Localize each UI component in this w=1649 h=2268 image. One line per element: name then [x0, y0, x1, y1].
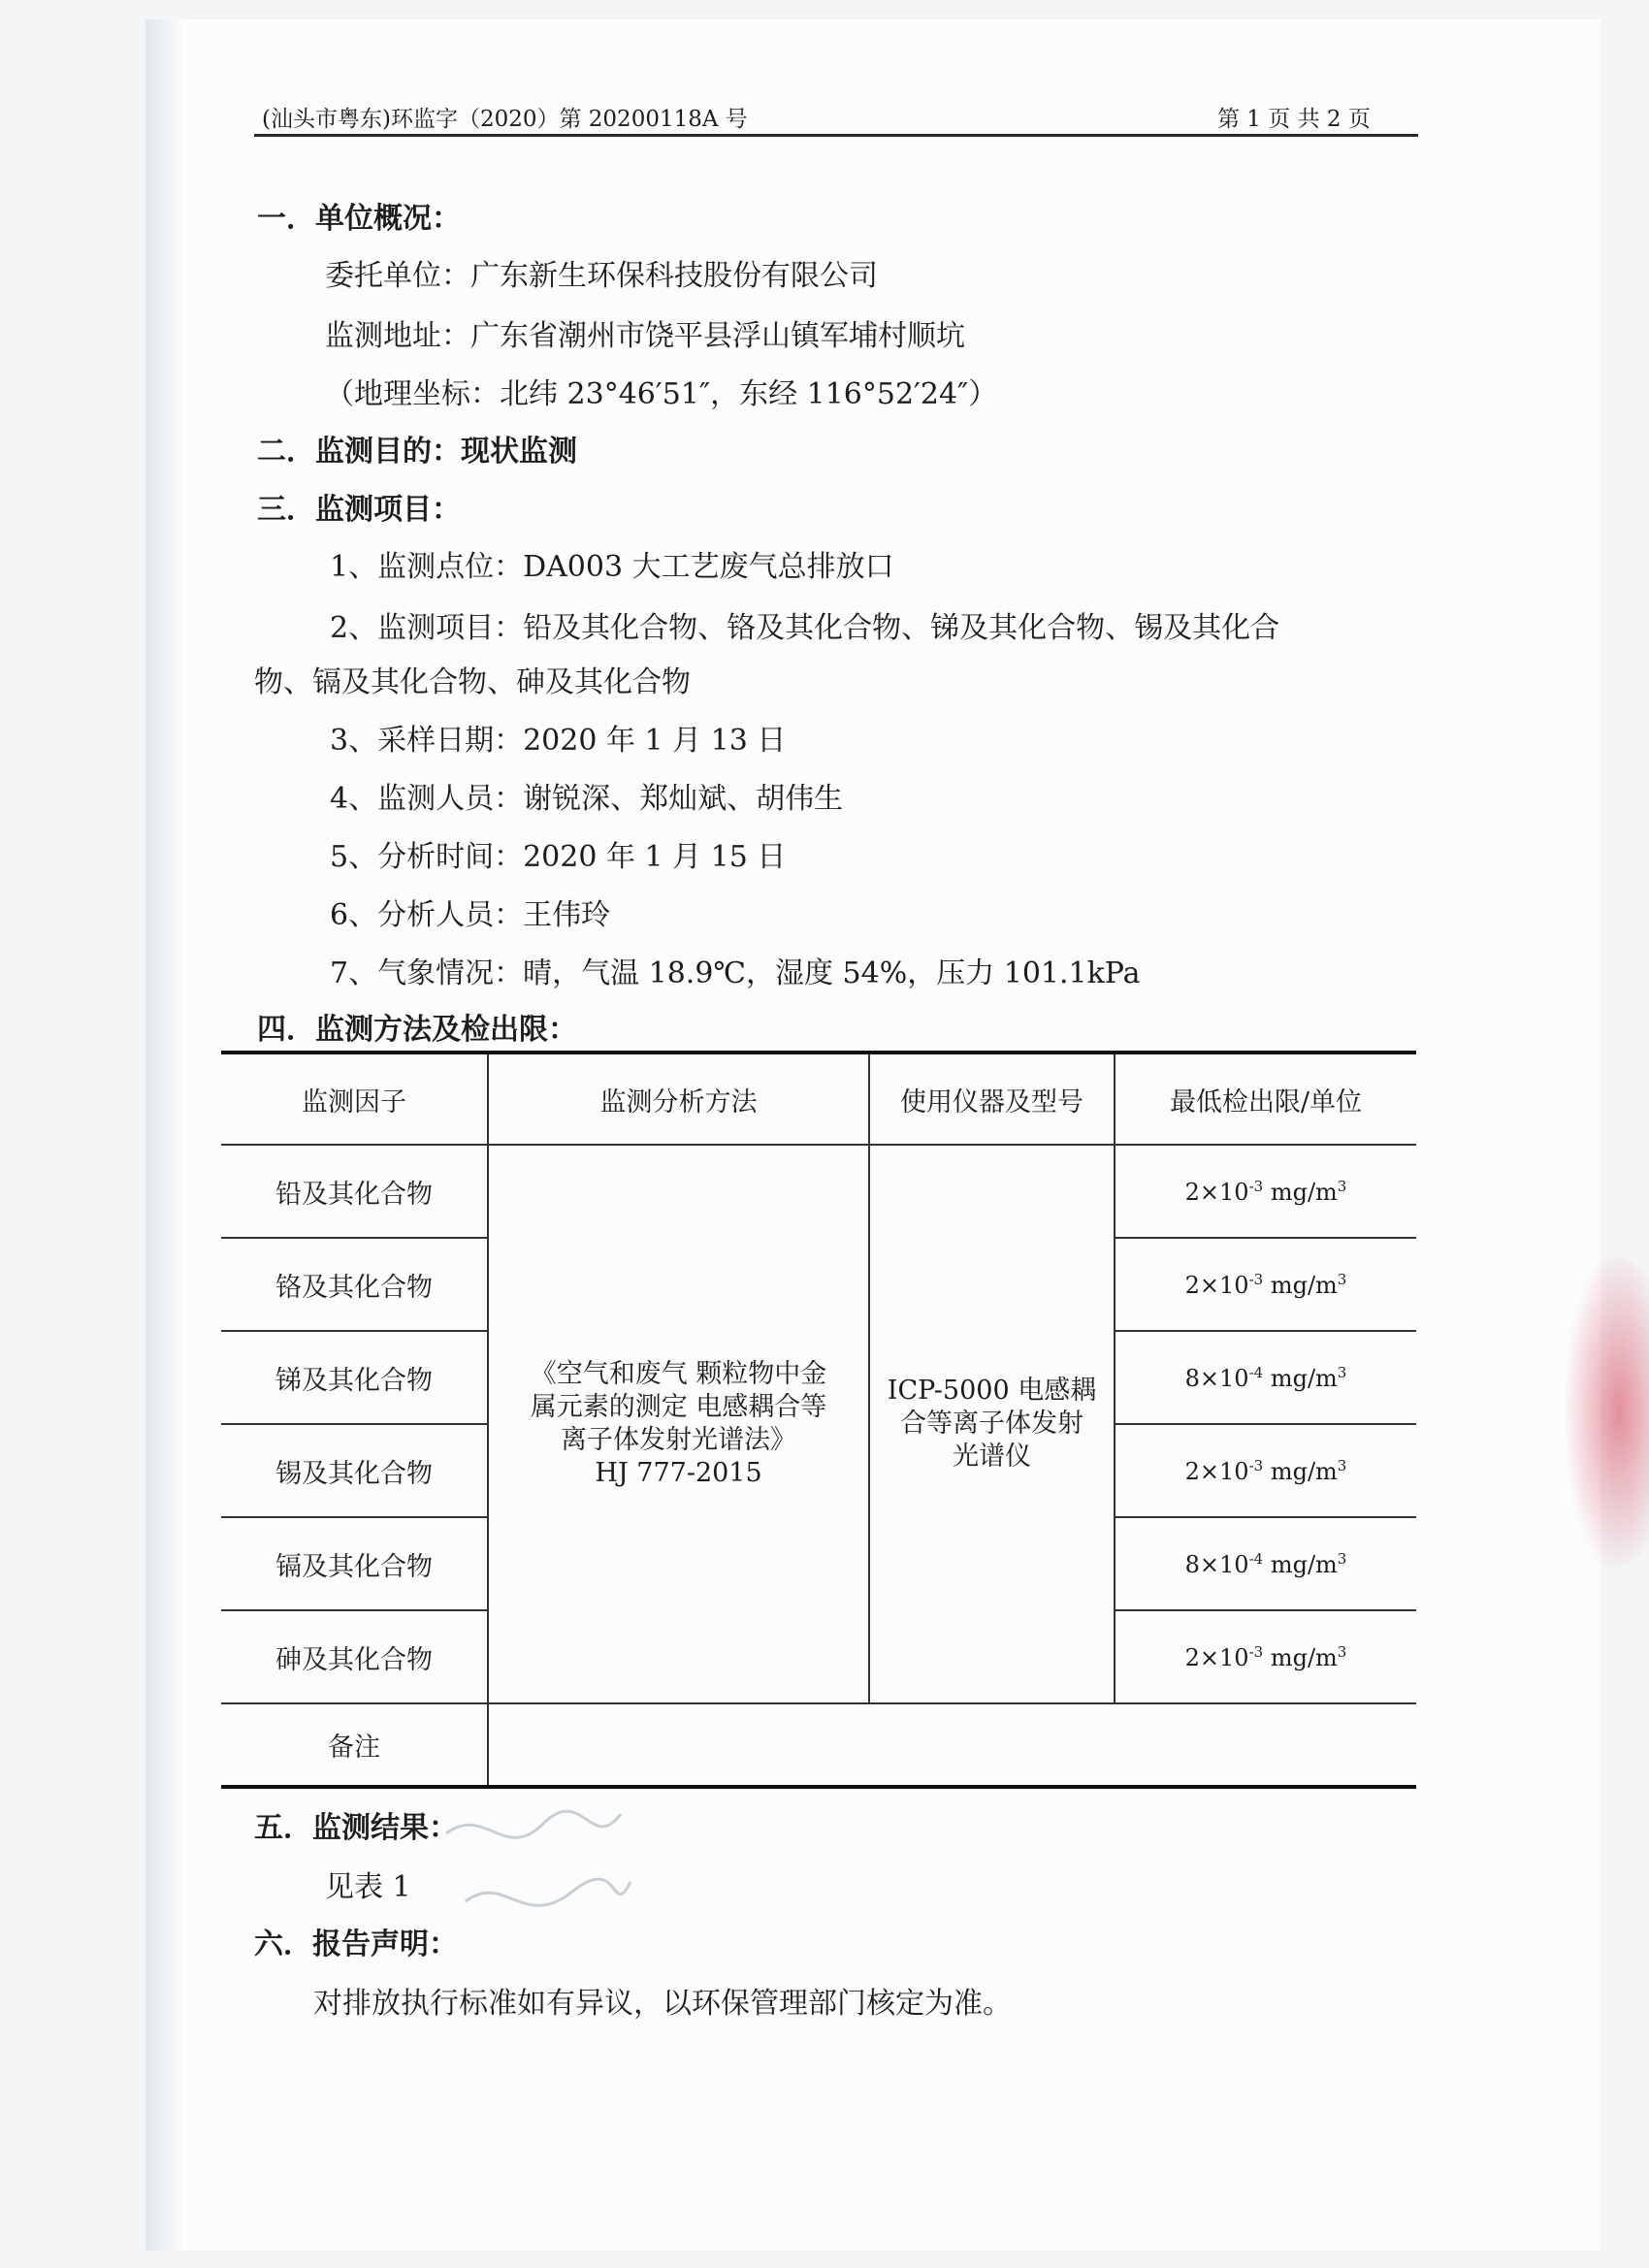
factor-cell: 锑及其化合物 [221, 1331, 488, 1424]
analysis-time: 5、分析时间：2020 年 1 月 15 日 [330, 840, 787, 874]
method-line: 离子体发射光谱法》 [561, 1425, 796, 1455]
monitoring-address: 监测地址：广东省潮州市饶平县浮山镇军埔村顺坑 [325, 319, 965, 353]
factor-cell: 铅及其化合物 [221, 1145, 488, 1238]
page-info: 第 1 页 共 2 页 [1217, 107, 1371, 132]
remark-label: 备注 [221, 1703, 488, 1787]
weather-conditions: 7、气象情况：晴，气温 18.9℃，湿度 54%，压力 101.1kPa [330, 956, 1141, 990]
section3-title: 三．监测项目： [257, 493, 461, 527]
method-standard: HJ 777-2015 [595, 1458, 762, 1488]
instrument-cell [869, 1145, 1115, 1703]
limit-cell: $8\times 10^{-4}$ $mg/m^3$ [1115, 1517, 1416, 1610]
results-reference: 见表 1 [325, 1870, 411, 1904]
instrument-line: 合等离子体发射 [900, 1409, 1083, 1439]
report-number: (汕头市粤东)环监字（2020）第 20200118A 号 [262, 107, 748, 132]
method-line: 《空气和废气 颗粒物中金 [530, 1359, 827, 1389]
limit-cell: $2\times 10^{-3}$ $mg/m^3$ [1115, 1610, 1416, 1703]
method-line: 属元素的测定 电感耦合等 [530, 1392, 827, 1422]
method-cell [488, 1145, 869, 1703]
client-unit: 委托单位：广东新生环保科技股份有限公司 [325, 259, 878, 293]
monitoring-staff: 4、监测人员：谢锐深、郑灿斌、胡伟生 [330, 782, 844, 816]
signature-mark [427, 1795, 640, 1950]
limit-cell: $8\times 10^{-4}$ $mg/m^3$ [1115, 1331, 1416, 1424]
remark-row [221, 1703, 1416, 1787]
instrument-line: ICP-5000 电感耦 [887, 1376, 1097, 1406]
factor-cell: 铬及其化合物 [221, 1238, 488, 1331]
header-rule [254, 134, 1418, 137]
section2-title: 二．监测目的：现状监测 [257, 435, 577, 469]
method-table [221, 1051, 1416, 1789]
table-header-row [221, 1053, 1416, 1145]
sampling-date: 3、采样日期：2020 年 1 月 13 日 [330, 724, 787, 758]
scan-edge-shadow [146, 19, 184, 2251]
section1-title: 一．单位概况： [257, 202, 461, 236]
header-factor: 监测因子 [221, 1053, 488, 1145]
geo-coordinates: （地理坐标：北纬 23°46′51″，东经 116°52′24″） [325, 377, 998, 411]
report-statement: 对排放执行标准如有异议，以环保管理部门核定为准。 [313, 1987, 1012, 2021]
limit-cell: $2\times 10^{-3}$ $mg/m^3$ [1115, 1424, 1416, 1517]
analyst: 6、分析人员：王伟玲 [330, 898, 611, 932]
section5-title: 五．监测结果： [254, 1811, 458, 1845]
factor-cell: 镉及其化合物 [221, 1517, 488, 1610]
header-instrument: 使用仪器及型号 [869, 1053, 1115, 1145]
header-method: 监测分析方法 [488, 1053, 869, 1145]
monitoring-items-line2: 物、镉及其化合物、砷及其化合物 [254, 665, 691, 699]
limit-cell: $2\times 10^{-3}$ $mg/m^3$ [1115, 1145, 1416, 1238]
factor-cell: 砷及其化合物 [221, 1610, 488, 1703]
monitoring-point: 1、监测点位：DA003 大工艺废气总排放口 [330, 550, 894, 584]
factor-cell: 锡及其化合物 [221, 1424, 488, 1517]
official-seal-fragment [1567, 1256, 1649, 1567]
header-detection-limit: 最低检出限/单位 [1115, 1053, 1416, 1145]
section6-title: 六．报告声明： [254, 1928, 458, 1961]
limit-cell: $2\times 10^{-3}$ $mg/m^3$ [1115, 1238, 1416, 1331]
section4-title: 四．监测方法及检出限： [257, 1013, 577, 1047]
instrument-line: 光谱仪 [953, 1442, 1031, 1472]
remark-value [488, 1703, 1416, 1787]
monitoring-items-line1: 2、监测项目：铅及其化合物、铬及其化合物、锑及其化合物、锡及其化合 [330, 611, 1280, 645]
table-row [221, 1145, 1416, 1238]
